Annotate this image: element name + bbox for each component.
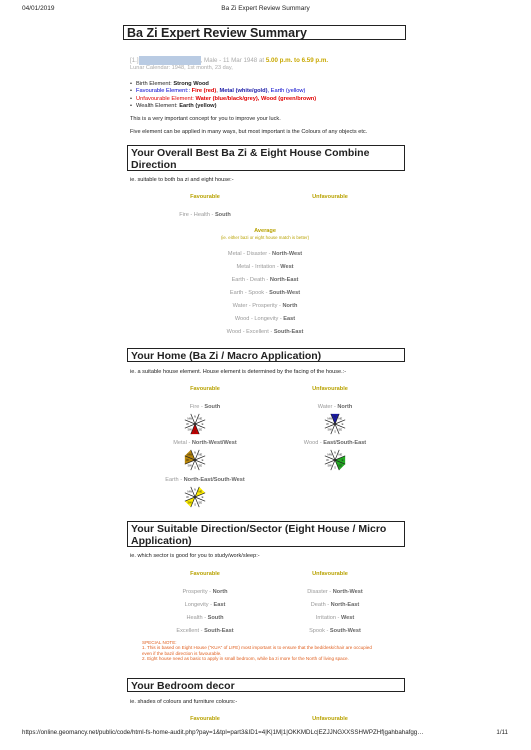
section1-avg-item: Metal - Irritation - West xyxy=(236,264,294,270)
section3-fav-item: Prosperity - North xyxy=(182,589,228,595)
compass-label-w: W xyxy=(186,495,189,499)
section-bedroom-decor: Your Bedroom decor xyxy=(127,678,405,692)
section3-fav-heading: Favourable xyxy=(190,571,220,577)
compass-label-s: S xyxy=(194,502,196,507)
compass-label-s: S xyxy=(334,465,336,470)
favourable-element: • Favourable Element:: Fire (red), Metal (white/gold), Earth (yellow) xyxy=(130,88,316,95)
section3-unfav-item: Spook - South-West xyxy=(309,628,361,634)
home-unfav-water: Water - North xyxy=(317,404,353,410)
section3-unfav-item: Disaster - North-West xyxy=(307,589,363,595)
compass-label-nw: NW xyxy=(327,452,333,457)
footer-url[interactable]: https://online.geomancy.net/public/code/html-fs-home-audit.php?pay=1&tpl=part3&ID1=4|K|1M|1|OKKMDLc|EZJJNGXXSSHWPZHf|gahbahafgg… xyxy=(22,729,424,736)
print-title: Ba Zi Expert Review Summary xyxy=(221,5,310,12)
section1-avg-item: Water - Prosperity - North xyxy=(232,303,298,309)
section1-avg-item: Metal - Disaster - North-West xyxy=(227,251,303,257)
section1-avg-item: Wood - Longevity - East xyxy=(234,316,296,322)
section3-desc: ie. which sector is good for you to study/work/sleep:- xyxy=(130,553,260,559)
compass-label-ne: NE xyxy=(198,489,203,494)
section3-unfav-item: Death - North-East xyxy=(310,602,360,608)
compass-label-ne: NE xyxy=(198,452,203,457)
compass-label-sw: SW xyxy=(187,463,192,468)
section1-desc: ie. suitable to both ba zi and eight house:- xyxy=(130,177,234,183)
section4-unfav-heading: Unfavourable xyxy=(312,716,348,722)
compass-label-sw: SW xyxy=(187,427,192,432)
home-fav-metal: Metal - North-West/West xyxy=(173,440,237,446)
compass-label-s: S xyxy=(194,465,196,470)
section2-unfav-heading: Unfavourable xyxy=(312,386,348,392)
compass-label-s: S xyxy=(194,429,196,434)
compass-label-se: SE xyxy=(338,463,343,468)
compass-label-ne: NE xyxy=(198,416,203,421)
section3-unfav-item: Irritation - West xyxy=(315,615,355,621)
wealth-element: • Wealth Element: Earth (yellow) xyxy=(130,103,316,110)
compass-label-e: E xyxy=(201,458,204,462)
home-fav-earth: Earth - North-East/South-West xyxy=(165,477,245,483)
compass-label-e: E xyxy=(201,422,204,426)
special-note: SPECIAL NOTE: 1. This is based on Eight House ("KUA" of LIFE) most important is to ensure that the bed/desk/chair are occupied even if the bazi/ direction is favourable. 2. Eight house need as basic to apply in small bedroom, while ba zi more for the North of living space. xyxy=(142,640,372,662)
compass-label-n: N xyxy=(193,487,197,492)
compass-east-southeast-icon xyxy=(320,447,350,473)
section2-fav-heading: Favourable xyxy=(190,386,220,392)
page-number: 1/11 xyxy=(496,729,508,736)
compass-label-nw: NW xyxy=(187,416,193,421)
compass-label-e: E xyxy=(201,495,204,499)
section-suitable-direction: Your Suitable Direction/Sector (Eight House / Micro Application) xyxy=(127,521,405,547)
compass-label-nw: NW xyxy=(327,416,333,421)
section1-avg-item: Wood - Excellent - South-East xyxy=(226,329,304,335)
person-line: [1.] , Male - 11 Mar 1948 at 5.00 p.m. to 6.59 p.m. xyxy=(130,57,329,65)
intro-line-2: Five element can be applied in many ways, but most important is the Colours of any objects etc. xyxy=(130,129,368,135)
compass-label-s: S xyxy=(334,429,336,434)
section1-unfav-heading: Unfavourable xyxy=(312,194,348,200)
section4-desc: ie. shades of colours and furniture colours:- xyxy=(130,699,238,705)
section4-fav-heading: Favourable xyxy=(190,716,220,722)
compass-label-w: W xyxy=(186,422,189,426)
section1-avg-item: Earth - Spook - South-West xyxy=(229,290,301,296)
compass-label-sw: SW xyxy=(187,500,192,505)
compass-label-sw: SW xyxy=(327,463,332,468)
compass-northwest-west-icon xyxy=(180,447,210,473)
compass-label-n: N xyxy=(193,414,197,419)
compass-label-ne: NE xyxy=(338,452,343,457)
compass-label-e: E xyxy=(341,458,344,462)
section2-desc: ie. a suitable house element. House element is determined by the facing of the house.:- xyxy=(130,369,347,375)
compass-label-se: SE xyxy=(198,427,203,432)
section1-avg-sub: (ie. either bazi or eight house match is better) xyxy=(220,235,310,240)
compass-north-icon xyxy=(320,411,350,437)
compass-label-nw: NW xyxy=(187,489,193,494)
compass-label-se: SE xyxy=(338,427,343,432)
section3-unfav-heading: Unfavourable xyxy=(312,571,348,577)
compass-label-n: N xyxy=(193,450,197,455)
doc-title: Ba Zi Expert Review Summary xyxy=(123,25,406,40)
section-your-home: Your Home (Ba Zi / Macro Application) xyxy=(127,348,405,362)
compass-label-se: SE xyxy=(198,463,203,468)
compass-label-w: W xyxy=(326,422,329,426)
unfavourable-element: • Unfavourable Element: Water (blue/black/grey), Wood (green/brown) xyxy=(130,96,316,103)
compass-label-e: E xyxy=(341,422,344,426)
redacted-name xyxy=(139,56,201,65)
compass-label-nw: NW xyxy=(187,452,193,457)
section3-fav-item: Longevity - East xyxy=(184,602,226,608)
intro-line-1: This is a very important concept for you to improve your luck. xyxy=(130,116,281,122)
compass-label-sw: SW xyxy=(327,427,332,432)
print-date: 04/01/2019 xyxy=(22,5,55,12)
birth-element: • Birth Element: Strong Wood xyxy=(130,81,316,88)
home-unfav-wood: Wood - East/South-East xyxy=(303,440,367,446)
compass-south-icon xyxy=(180,411,210,437)
section3-fav-item: Excellent - South-East xyxy=(176,628,234,634)
compass-label-w: W xyxy=(186,458,189,462)
home-fav-fire: Fire - South xyxy=(189,404,221,410)
compass-label-n: N xyxy=(333,450,337,455)
section3-fav-item: Health - South xyxy=(186,615,224,621)
compass-northeast-southwest-icon xyxy=(180,484,210,510)
section1-avg-heading: Average xyxy=(254,228,276,234)
section-overall-best: Your Overall Best Ba Zi & Eight House Combine Direction xyxy=(127,145,405,171)
compass-label-n: N xyxy=(333,414,337,419)
section1-avg-item: Earth - Death - North-East xyxy=(231,277,299,283)
print-footer xyxy=(22,729,508,738)
lunar-line: Lunar Calendar: 1948, 1st month, 23 day, xyxy=(130,65,233,71)
section1-fav-heading: Favourable xyxy=(190,194,220,200)
compass-label-w: W xyxy=(326,458,329,462)
element-list xyxy=(130,81,316,111)
compass-label-se: SE xyxy=(198,500,203,505)
compass-label-ne: NE xyxy=(338,416,343,421)
section1-fav-item: Fire - Health - South xyxy=(179,212,231,218)
